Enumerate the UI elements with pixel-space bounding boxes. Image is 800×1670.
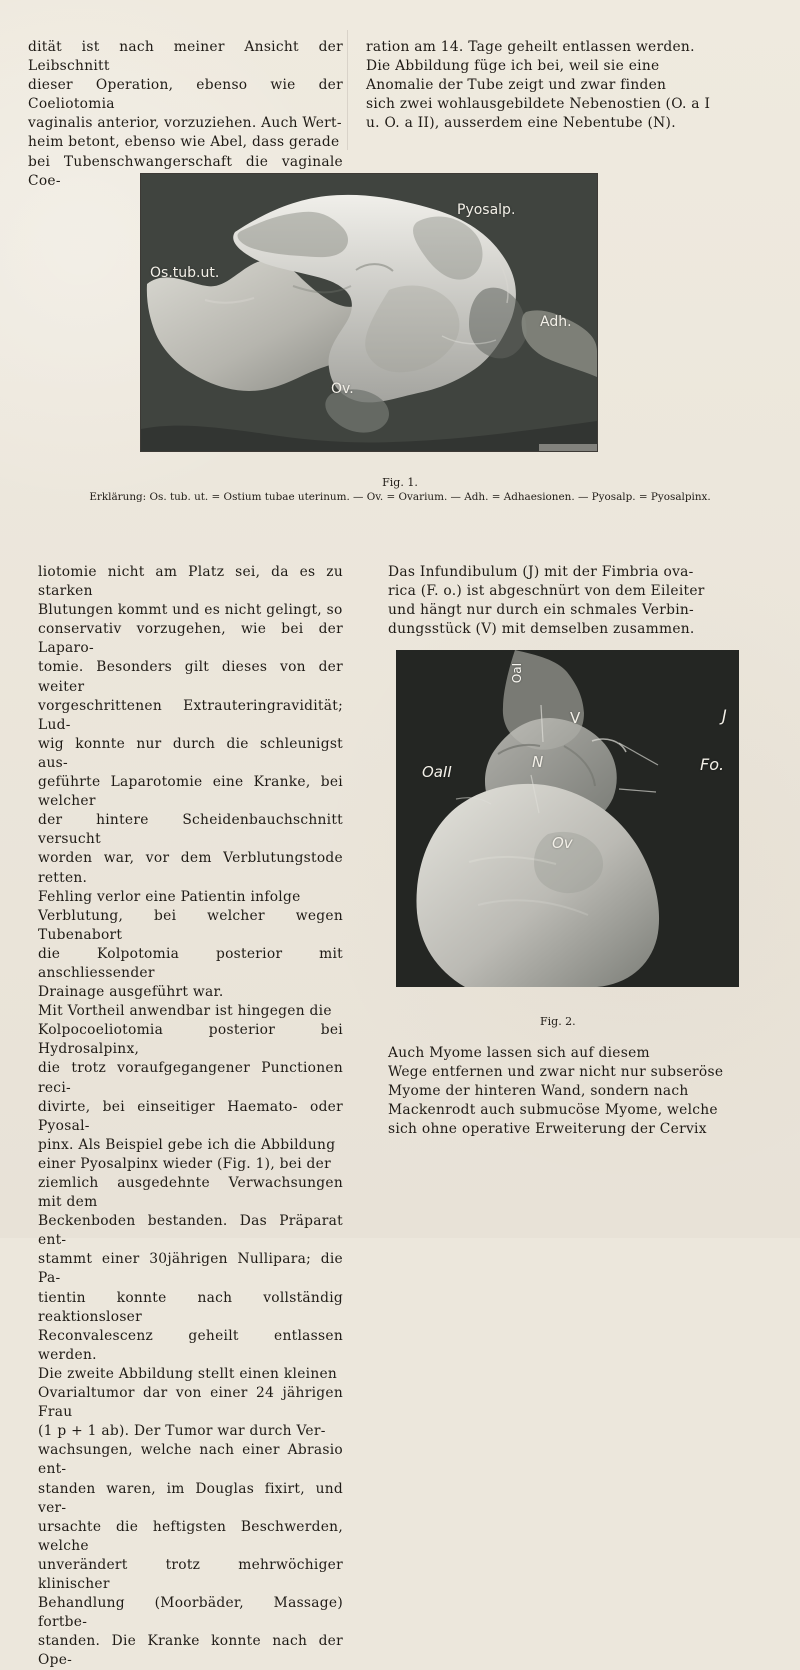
figure-2-label-oal: OaI: [510, 662, 525, 684]
bottom-right-after-line-4: Mackenrodt auch submucöse Myome, welche: [388, 1102, 718, 1119]
figure-1-caption: [0, 476, 800, 504]
bottom-left-line-6: wig konnte nur durch die schleunigst aus-: [38, 735, 343, 771]
bottom-left-line-8: der hintere Scheidenbauchschnitt versucht: [38, 812, 343, 848]
bottom-left-line-30: ursachte die heftigsten Beschwerden, welche: [38, 1518, 343, 1554]
bottom-right-after-line-1: Auch Myome lassen sich auf diesem: [388, 1045, 650, 1061]
bottom-left-line-18: pinx. Als Beispiel gebe ich die Abbildung: [38, 1136, 336, 1153]
bottom-left-line-16: die trotz voraufgegangener Punctionen reci-: [38, 1060, 343, 1096]
figure-1-label-os-tub-ut: Os.tub.ut.: [150, 265, 220, 281]
bottom-left-line-26: Ovarialtumor dar von einer 24 jährigen Frau: [38, 1385, 343, 1421]
figure-2-label-oaii: OaII: [422, 763, 452, 781]
bottom-left-line-33: standen. Die Kranke konnte nach der Ope-: [38, 1633, 343, 1669]
bottom-left-line-5: vorgeschrittenen Extrauteringravidität; Lud-: [38, 697, 343, 733]
bottom-right-line-1: Das Infundibulum (J) mit der Fimbria ova-: [388, 564, 694, 580]
top-right-column: [366, 38, 738, 133]
figure-1-label-pyosalp: Pyosalp.: [457, 202, 516, 218]
bottom-right-line-2: rica (F. o.) ist abgeschnürt von dem Eileiter: [388, 583, 705, 600]
figure-2-label-v: V: [570, 709, 581, 727]
bottom-left-line-29: standen waren, im Douglas fixirt, und ver-: [38, 1480, 343, 1516]
figure-2-label-j: J: [722, 706, 727, 725]
bottom-left-line-24: Reconvalescenz geheilt entlassen werden.: [38, 1327, 343, 1363]
bottom-left-line-20: ziemlich ausgedehnte Verwachsungen mit dem: [38, 1175, 343, 1211]
top-left-line-2: dieser Operation, ebenso wie der Coeliotomia: [28, 77, 343, 113]
bottom-right-after-figure: [388, 1044, 741, 1139]
top-right-line-5: u. O. a II), ausserdem eine Nebentube (N).: [366, 115, 676, 132]
bottom-left-line-11: Verblutung, bei welcher wegen Tubenabort: [38, 907, 343, 943]
bottom-right-column: [388, 563, 741, 639]
bottom-left-line-9: worden war, vor dem Verblutungstode retten.: [38, 850, 343, 886]
top-left-column: [28, 38, 343, 191]
bottom-right-line-3: und hängt nur durch ein schmales Verbin-: [388, 602, 694, 619]
bottom-left-line-15: Kolpocoeliotomia posterior bei Hydrosalpinx,: [38, 1022, 343, 1058]
figure-1-caption-text: Erklärung: Os. tub. ut. = Ostium tubae uterinum. — Ov. = Ovarium. — Adh. = Adhaesionen. — Pyosalp. = Pyosalpinx.: [89, 491, 711, 503]
bottom-right-line-4: dungsstück (V) mit demselben zusammen.: [388, 621, 695, 638]
figure-2: [396, 650, 739, 987]
top-left-line-1: dität ist nach meiner Ansicht der Leibschnitt: [28, 39, 343, 75]
bottom-right-after-line-3: Myome der hinteren Wand, sondern nach: [388, 1083, 689, 1100]
figure-1-label-ov: Ov.: [331, 381, 354, 397]
figure-2-label-n: N: [532, 753, 544, 771]
figure-1: [140, 173, 598, 452]
bottom-left-line-7: geführte Laparotomie eine Kranke, bei welcher: [38, 774, 343, 810]
bottom-left-line-21: Beckenboden bestanden. Das Präparat ent-: [38, 1213, 343, 1249]
bottom-right-after-line-5: sich ohne operative Erweiterung der Cervix: [388, 1121, 707, 1138]
bottom-left-line-4: tomie. Besonders gilt dieses von der weiter: [38, 659, 343, 695]
top-left-line-4: heim betont, ebenso wie Abel, dass gerade: [28, 134, 340, 151]
top-right-line-2: Die Abbildung füge ich bei, weil sie eine: [366, 58, 660, 75]
bottom-left-line-32: Behandlung (Moorbäder, Massage) fortbe-: [38, 1595, 343, 1631]
bottom-left-line-3: conservativ vorzugehen, wie bei der Laparo-: [38, 621, 343, 657]
top-left-line-5: bei Tubenschwangerschaft die vaginale Coe-: [28, 153, 343, 189]
bottom-left-line-19: einer Pyosalpinx wieder (Fig. 1), bei der: [38, 1155, 331, 1172]
bottom-left-column: [38, 563, 343, 1670]
top-right-line-1: ration am 14. Tage geheilt entlassen werden.: [366, 39, 695, 55]
bottom-left-line-1: liotomie nicht am Platz sei, da es zu starken: [38, 564, 343, 600]
bottom-left-line-2: Blutungen kommt und es nicht gelingt, so: [38, 602, 343, 619]
bottom-left-line-10: Fehling verlor eine Patientin infolge: [38, 888, 301, 905]
figure-1-image: [141, 174, 597, 451]
figure-1-label-adh: Adh.: [540, 314, 572, 330]
bottom-left-line-23: tientin konnte nach vollständig reaktionsloser: [38, 1289, 343, 1325]
top-column-divider: [347, 30, 348, 150]
bottom-left-line-14: Mit Vortheil anwendbar ist hingegen die: [38, 1003, 332, 1020]
top-right-line-4: sich zwei wohlausgebildete Nebenostien (O. a I: [366, 96, 711, 113]
figure-2-label-ov: Ov: [552, 834, 573, 852]
bottom-left-line-13: Drainage ausgeführt war.: [38, 984, 224, 1001]
bottom-left-line-25: Die zweite Abbildung stellt einen kleinen: [38, 1365, 338, 1382]
bottom-left-line-22: stammt einer 30jährigen Nullipara; die Pa-: [38, 1251, 343, 1287]
bottom-left-line-31: unverändert trotz mehrwöchiger klinischer: [38, 1556, 343, 1592]
figure-2-label-fo: Fo.: [700, 755, 725, 774]
figure-2-image: [396, 650, 739, 987]
bottom-left-line-12: die Kolpotomia posterior mit anschliessender: [38, 945, 343, 981]
top-left-line-3: vaginalis anterior, vorzuziehen. Auch Wert-: [28, 115, 342, 132]
bottom-right-after-line-2: Wege entfernen und zwar nicht nur subseröse: [388, 1064, 724, 1081]
bottom-left-line-17: divirte, bei einseitiger Haemato- oder Pyosal-: [38, 1098, 343, 1134]
bottom-left-line-27: (1 p + 1 ab). Der Tumor war durch Ver-: [38, 1423, 326, 1440]
figure-2-caption: Fig. 2.: [540, 1015, 576, 1028]
figure-1-caption-title: Fig. 1.: [382, 476, 418, 489]
top-right-line-3: Anomalie der Tube zeigt und zwar finden: [366, 77, 667, 94]
bottom-left-line-28: wachsungen, welche nach einer Abrasio ent-: [38, 1442, 343, 1478]
